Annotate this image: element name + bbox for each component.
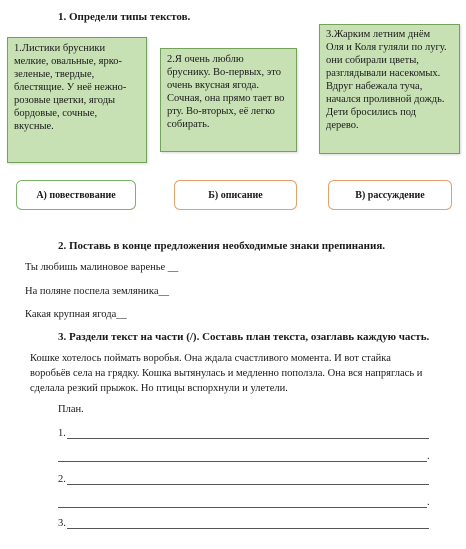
text-box-2 (160, 48, 297, 152)
plan-label: План. (58, 404, 84, 415)
text-1-line: бордовые, сочные, (14, 108, 98, 119)
text-box-3 (319, 24, 460, 154)
task-3-text (30, 351, 422, 396)
text-3-line: они собирали цветы, (326, 55, 419, 66)
text-line: воробьёв села на грядку. Кошка вытянулась и медленно поползла. Она вся напряглась и (30, 368, 423, 379)
task-1-title: 1. Определи типы текстов. (58, 11, 191, 23)
answer-option-reasoning[interactable]: В) рассуждение (328, 180, 452, 210)
plan-item-number: 3. (58, 518, 66, 529)
line-end-mark: . (427, 497, 430, 508)
text-1-line: мелкие, овальные, ярко- (14, 56, 123, 67)
text-1-line: блестящие. У неё нежно- (14, 82, 127, 93)
sentence: Ты любишь малиновое варенье __ (25, 262, 179, 273)
text-2-line: рту. Во-вторых, её легко (167, 106, 275, 117)
text-3-line: дерево. (326, 120, 359, 131)
text-2-line: очень вкусная ягода. (167, 80, 259, 91)
task-3-title: 3. Раздели текст на части (/). Составь план текста, озаглавь каждую часть. (58, 331, 430, 343)
text-line: Кошке хотелось поймать воробья. Она ждала счастливого момента. И вот стайка (30, 353, 391, 364)
sentence: Какая крупная ягода__ (25, 309, 127, 320)
text-line: сделала резкий прыжок. Но птицы вспорхнули и улетели. (30, 383, 288, 394)
plan-answer-line-2-continued[interactable] (58, 507, 427, 508)
text-3-line: 3.Жарким летним днём (326, 29, 431, 40)
text-3-line: Вдруг набежала туча, (326, 81, 423, 92)
text-3-line: начался проливной дождь. (326, 94, 445, 105)
text-2-line: собирать. (167, 119, 210, 130)
text-1-line: розовые цветки, ягоды (14, 95, 116, 106)
text-3-line: разглядывали насекомых. (326, 68, 441, 79)
text-2-line: 2.Я очень люблю (167, 54, 244, 65)
plan-item-number: 1. (58, 428, 66, 439)
plan-answer-line-3[interactable] (67, 528, 429, 529)
plan-answer-line-1[interactable] (67, 438, 429, 439)
task-2-title: 2. Поставь в конце предложения необходимые знаки препинания. (58, 240, 386, 252)
text-2-line: Сочная, она прямо тает во (167, 93, 285, 104)
text-3-line: Оля и Коля гуляли по лугу. (326, 42, 447, 53)
text-1-line: вкусные. (14, 121, 54, 132)
answer-option-description[interactable]: Б) описание (174, 180, 297, 210)
text-2-line: бруснику. Во-первых, это (167, 67, 282, 78)
text-box-1 (7, 37, 147, 163)
plan-answer-line-1-continued[interactable] (58, 461, 427, 462)
text-1-line: 1.Листики брусники (14, 43, 106, 54)
plan-answer-line-2[interactable] (67, 484, 429, 485)
sentence: На поляне поспела земляника__ (25, 286, 170, 297)
line-end-mark: . (427, 451, 430, 462)
text-1-line: зеленые, твердые, (14, 69, 95, 80)
text-3-line: Дети бросились под (326, 107, 417, 118)
plan-item-number: 2. (58, 474, 66, 485)
answer-option-narration[interactable]: А) повествование (16, 180, 136, 210)
